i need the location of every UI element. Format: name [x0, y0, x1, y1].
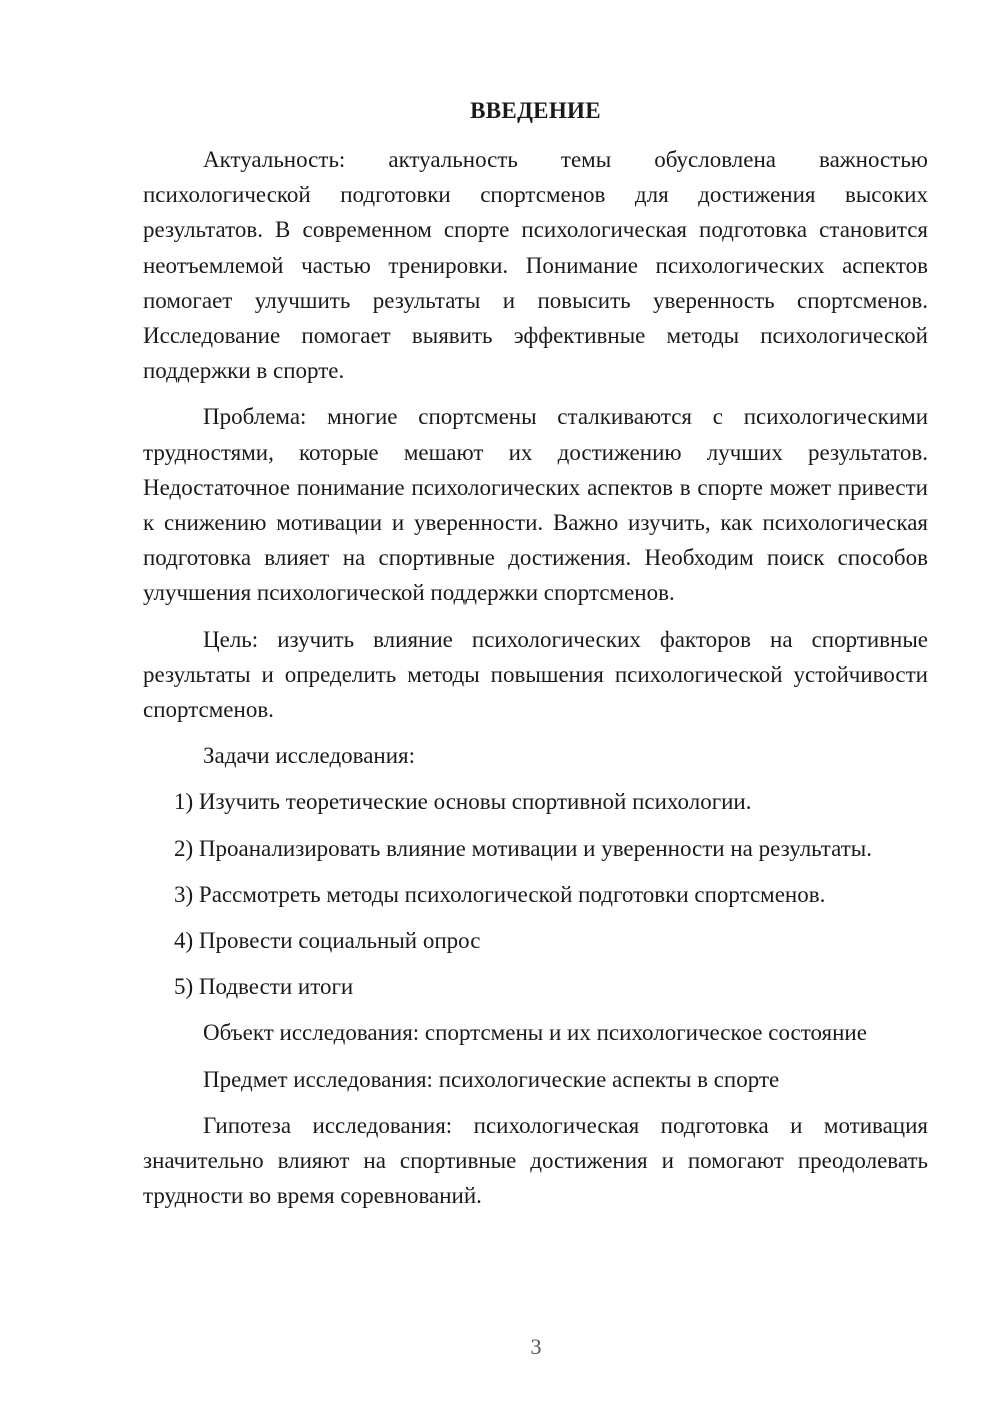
paragraph-subject: Предмет исследования: психологические аспекты в спорте	[203, 1066, 780, 1092]
tasks-heading: Задачи исследования:	[203, 743, 416, 769]
task-item-3: 3) Рассмотреть методы психологической подготовки спортсменов.	[174, 881, 826, 907]
task-item-2: 2) Проанализировать влияние мотивации и уверенности на результаты.	[174, 835, 872, 861]
paragraph-hypothesis: Гипотеза исследования: психологическая подготовка и мотивация значительно влияют на спортивные достижения и помогают преодолевать трудности во время соревнований.	[143, 1112, 928, 1209]
paragraph-relevance: Актуальность: актуальность темы обусловлена важностью психологической подготовки спортсменов для достижения высоких результатов. В современном спорте психологическая подготовка становится неотъемлемой частью тренировки. Понимание психологических аспектов помогает улучшить результаты и повысить уверенность спортсменов. Исследование помогает выявить эффективные методы психологической поддержки в спорте.	[143, 147, 928, 384]
task-item-1: 1) Изучить теоретические основы спортивной психологии.	[174, 789, 752, 815]
task-item-4: 4) Провести социальный опрос	[174, 928, 481, 954]
paragraph-problem: Проблема: многие спортсмены сталкиваются с психологическими трудностями, которые мешают их достижению лучших результатов. Недостаточное понимание психологических аспектов в спорте может привести к снижению мотивации и уверенности. Важно изучить, как психологическая подготовка влияет на спортивные достижения. Необходим поиск способов улучшения психологической поддержки спортсменов.	[143, 404, 928, 606]
paragraph-goal: Цель: изучить влияние психологических факторов на спортивные результаты и определить методы повышения психологической устойчивости спортсменов.	[143, 626, 928, 723]
section-title: ВВЕДЕНИЕ	[470, 98, 601, 123]
task-item-5: 5) Подвести итоги	[174, 974, 354, 1000]
page-number: 3	[530, 1334, 542, 1359]
document-body	[143, 142, 928, 1224]
paragraph-object: Объект исследования: спортсмены и их психологическое состояние	[203, 1020, 867, 1046]
